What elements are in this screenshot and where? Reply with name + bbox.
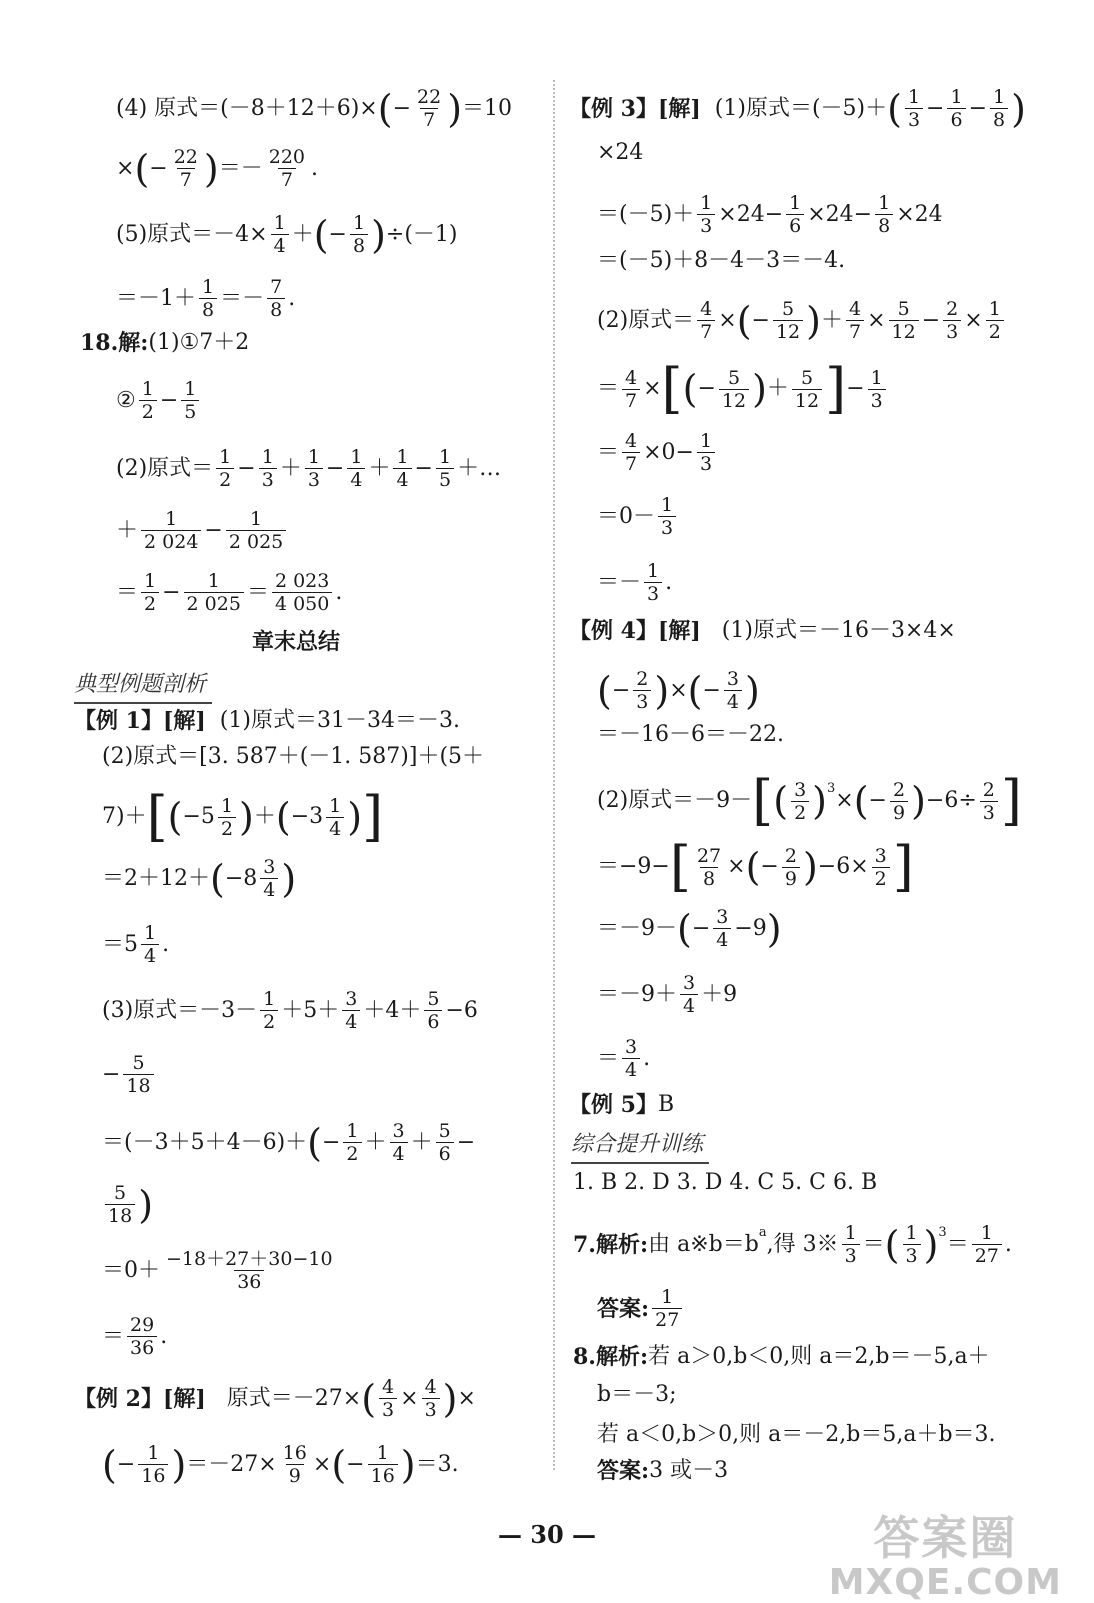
paren: ( — [134, 146, 150, 191]
text: (4) 原式＝(－8＋12＋6)× — [116, 95, 378, 121]
paren: ) — [138, 1182, 154, 1227]
text: ＝－1＋ — [116, 285, 196, 311]
text: ,得 3※ — [766, 1231, 839, 1257]
paren: ( — [167, 795, 183, 839]
paren: ) — [802, 845, 818, 889]
paren: ( — [773, 779, 789, 823]
text: 答案: — [597, 1458, 650, 1484]
text: ＝3. — [415, 1451, 459, 1477]
exponent: 3 — [827, 781, 836, 796]
section-training — [571, 1130, 709, 1164]
fraction: $\frac{4}{3}$ — [379, 1376, 397, 1421]
text: B — [657, 1092, 675, 1117]
paren: ) — [911, 779, 926, 823]
text: (2)原式＝ — [597, 307, 695, 333]
paren: ( — [313, 212, 329, 257]
ex1-3f: ＝ $\frac{29}{36}$ . — [102, 1314, 168, 1359]
ex3-2d — [597, 494, 679, 539]
answers-1-6: 1. B 2. D 3. D 4. C 5. C 6. B — [573, 1170, 878, 1195]
paren: ( — [687, 668, 703, 713]
text: ＝0－ — [597, 503, 655, 529]
paren: ) — [654, 668, 670, 713]
paren: ) — [171, 1442, 187, 1487]
ex1-3e — [102, 1248, 339, 1293]
line-4b: × ( − $\frac{22}{7}$ ) ＝－ $\frac{220}{7}$ . — [116, 146, 318, 191]
ex1-2a: (2)原式＝[3. 587＋(－1. 587)]＋(5＋ — [102, 744, 485, 769]
fraction: $\frac{1}{27}$ — [972, 1222, 1002, 1267]
fraction: $\frac{1}{4}$ — [326, 795, 344, 840]
column-divider — [553, 80, 555, 1470]
ex3-2b: ＝ $\frac{4}{7}$ × [ ( − $\frac{5}{12}$ ) ＋ $\frac{5}{12}$ ] − $\frac{1}{3}$ — [597, 362, 889, 416]
text: ＝5 — [102, 931, 138, 957]
ex1-3a: (3)原式＝－3－ $\frac{1}{2}$ ＋5＋ $\frac{3}{4}$ ＋4＋ $\frac{5}{6}$ −6 — [102, 988, 478, 1033]
q7-line: 7.解析: 由 a※b＝b a ,得 3※ $\frac{1}{3}$ ＝ ( $\frac{1}{3}$ ) 3 ＝ $\frac{1}{27}$ . — [573, 1222, 1012, 1267]
fraction: $\frac{4}{7}$ — [622, 367, 640, 412]
paren: ( — [853, 779, 869, 823]
fraction: $\frac{5}{12}$ — [792, 367, 822, 412]
paren: ( — [682, 367, 698, 411]
fraction: $\frac{1}{2}$ — [216, 446, 234, 491]
fraction: $\frac{1}{5}$ — [181, 378, 199, 423]
text: ＝－27× — [186, 1451, 277, 1477]
ex1-3b: − $\frac{5}{18}$ — [102, 1052, 157, 1097]
paren: ) — [806, 298, 821, 343]
paren: ) — [752, 367, 767, 411]
watermark — [829, 1502, 1062, 1603]
bracket: ] — [362, 785, 384, 848]
paren: ) — [1011, 86, 1026, 131]
fraction: $\frac{2}{3}$ — [943, 298, 961, 343]
fraction: $\frac{16}{9}$ — [282, 1442, 307, 1487]
fraction: $\frac{5}{6}$ — [436, 1120, 454, 1165]
fraction: $\frac{1}{2 024}$ — [141, 508, 201, 553]
text: ＋9 — [701, 981, 738, 1007]
paren: ) — [203, 146, 219, 191]
paren: ( — [275, 795, 291, 839]
fraction: $\frac{5}{12}$ — [719, 367, 749, 412]
q18-head — [80, 328, 249, 358]
fraction: $\frac{22}{7}$ — [417, 86, 442, 131]
ex1-2c: ＝2＋12＋ ( −8 $\frac{3}{4}$ ) — [102, 856, 297, 901]
fraction: $\frac{2}{3}$ — [633, 668, 651, 713]
text: ＝－ — [220, 285, 265, 311]
page-number-value: 30 — [530, 1520, 564, 1549]
fraction: $\frac{1}{8}$ — [990, 86, 1008, 131]
fraction: $\frac{5}{6}$ — [424, 988, 442, 1033]
text: (1)原式＝－16－3×4× — [721, 618, 956, 643]
ex1-3d — [102, 1182, 153, 1227]
fraction: $\frac{1}{2 025}$ — [226, 508, 286, 553]
line-5b: ＝－1＋ $\frac{1}{8}$ ＝－ $\frac{7}{8}$ . — [116, 276, 296, 321]
fraction: $\frac{1}{2}$ — [343, 1120, 361, 1165]
ex2-2: ( − $\frac{1}{16}$ ) ＝－27× $\frac{16}{9}$ × ( − $\frac{1}{16}$ ) ＝3. — [102, 1442, 459, 1487]
text: 7.解析: — [573, 1231, 649, 1258]
fraction: $\frac{1}{3}$ — [259, 446, 277, 491]
q18-3: (2)原式＝ $\frac{1}{2}$ − $\frac{1}{3}$ ＋ $\frac{1}{3}$ − $\frac{1}{4}$ ＋ $\frac{1}{4}$ − $\frac{1}{5}$ ＋… — [116, 446, 502, 491]
paren: ) — [447, 86, 463, 131]
fraction: $\frac{1}{3}$ — [305, 446, 323, 491]
fraction: $\frac{3}{4}$ — [260, 856, 278, 901]
fraction: $\frac{4}{7}$ — [846, 298, 864, 343]
fraction: $\frac{1}{6}$ — [947, 86, 965, 131]
ex4-2d — [597, 972, 737, 1017]
ex3-2c: ＝ $\frac{4}{7}$ ×0− $\frac{1}{3}$ — [597, 430, 718, 475]
text: 【例 2】[解] — [74, 1385, 206, 1412]
paren: ) — [923, 1222, 939, 1267]
fraction: $\frac{5}{12}$ — [889, 298, 919, 343]
text: (3)原式＝－3－ — [102, 997, 258, 1023]
text: (2)原式＝－9－ — [597, 788, 753, 813]
bracket: [ — [661, 357, 683, 420]
fraction: $\frac{4}{7}$ — [622, 430, 640, 475]
bracket: [ — [752, 769, 774, 832]
text: ÷(－1) — [385, 221, 458, 247]
fraction: $\frac{3}{2}$ — [872, 845, 890, 890]
fraction: $\frac{3}{4}$ — [622, 1036, 640, 1081]
fraction: $\frac{1}{6}$ — [786, 192, 804, 237]
fraction: $\frac{1}{2}$ — [260, 988, 278, 1033]
text: ＝0＋ — [102, 1257, 160, 1283]
fraction: $\frac{7}{8}$ — [267, 276, 285, 321]
text: ＝－9－ — [597, 915, 677, 941]
fraction: $\frac{2}{3}$ — [980, 779, 998, 824]
text: 原式＝－27× — [226, 1385, 362, 1411]
paren: ( — [745, 845, 761, 889]
fraction: $\frac{1}{8}$ — [875, 192, 893, 237]
text: 【例 5】 — [569, 1092, 658, 1118]
fraction: $\frac{1}{3}$ — [903, 1222, 921, 1267]
section-heading: 典型例题剖析 — [74, 670, 212, 704]
fraction: $\frac{1}{3}$ — [905, 86, 923, 131]
fraction: $\frac{1}{16}$ — [138, 1442, 168, 1487]
fraction: $\frac{3}{4}$ — [390, 1120, 408, 1165]
text: (1)原式＝31－34＝－3. — [219, 708, 460, 733]
fraction: $\frac{1}{2}$ — [218, 795, 236, 840]
text: 18.解: — [80, 330, 149, 356]
ex3-1b: ×24 — [597, 140, 644, 165]
q18-4: ＋ $\frac{1}{2 024}$ − $\frac{1}{2 025}$ — [116, 508, 289, 553]
fraction: $\frac{1}{2}$ — [986, 298, 1004, 343]
fraction: $\frac{1}{4}$ — [141, 922, 159, 967]
paren: ) — [371, 212, 386, 257]
text: 由 a※b＝b — [648, 1231, 759, 1257]
fraction: $\frac{1}{4}$ — [347, 446, 365, 491]
fraction: $\frac{3}{2}$ — [791, 779, 809, 824]
fraction: $\frac{3}{4}$ — [724, 668, 742, 713]
bracket: [ — [146, 785, 168, 848]
fraction: $\frac{3}{4}$ — [713, 906, 731, 951]
text: ② — [116, 387, 136, 413]
fraction: $\frac{1}{2}$ — [139, 378, 157, 423]
text: 3 或－3 — [649, 1458, 729, 1483]
paren: ( — [677, 906, 692, 951]
text: ＝2＋12＋ — [102, 865, 210, 891]
fraction: $\frac{1}{27}$ — [652, 1286, 682, 1331]
ex1-2d: ＝5 $\frac{1}{4}$ . — [102, 922, 170, 967]
fraction: $\frac{1}{3}$ — [697, 192, 715, 237]
text: × — [116, 155, 135, 181]
paren: ) — [281, 856, 297, 901]
q8-answer — [597, 1456, 728, 1486]
bracket: ] — [892, 835, 914, 898]
exponent: a — [758, 1224, 767, 1240]
fraction: $\frac{4}{7}$ — [697, 298, 715, 343]
ex4-2c: ＝－9－ ( − $\frac{3}{4}$ −9 ) — [597, 906, 782, 951]
fraction: $\frac{1}{8}$ — [350, 212, 368, 257]
paren: ) — [239, 795, 254, 839]
fraction: $\frac{2}{9}$ — [782, 845, 800, 890]
fraction: $\frac{1}{5}$ — [436, 446, 454, 491]
ex4-2b: ＝−9− [ $\frac{27}{8}$ × ( − $\frac{2}{9}$ ) −6× $\frac{3}{2}$ ] — [597, 835, 914, 898]
q7-answer — [597, 1286, 685, 1331]
fraction: $\frac{1}{3}$ — [868, 367, 886, 412]
paren: ( — [377, 86, 393, 131]
fraction: $\frac{2 023}{4 050}$ — [272, 570, 332, 615]
paren: ( — [736, 298, 752, 343]
text: 【例 1】[解] — [74, 708, 206, 734]
ex3-1d: ＝(－5)＋8－4－3＝－4. — [597, 248, 846, 273]
page-number: — 30 — — [497, 1520, 597, 1549]
fraction: $\frac{1}{4}$ — [393, 446, 411, 491]
ex4-1b: ( − $\frac{2}{3}$ ) × ( − $\frac{3}{4}$ ) — [597, 668, 760, 713]
text: 答案: — [597, 1295, 650, 1322]
fraction: $\frac{27}{8}$ — [696, 844, 722, 890]
paren: ( — [597, 668, 612, 713]
fraction: $\frac{1}{8}$ — [199, 276, 217, 321]
ex1-2b: 7)＋ [ ( −5 $\frac{1}{2}$ ) ＋ ( −3 $\frac{1}{4}$ ) ] — [102, 785, 384, 848]
fraction: $\frac{1}{3}$ — [697, 430, 715, 475]
line-4a: (4) 原式＝(－8＋12＋6)× ( − $\frac{22}{7}$ ) ＝10 — [116, 86, 513, 131]
paren: ( — [887, 86, 902, 131]
ex3-head: 【例 3】[解] (1)原式＝(－5)＋ ( $\frac{1}{3}$ − $\frac{1}{6}$ − $\frac{1}{8}$ ) — [569, 86, 1026, 131]
ex4-1c: ＝－16－6＝－22. — [597, 722, 784, 747]
ex4-2a: (2)原式＝－9－ [ ( $\frac{3}{2}$ ) 3 × ( − $\frac{2}{9}$ ) −6÷ $\frac{2}{3}$ ] — [597, 769, 1022, 832]
text: 【例 4】[解] — [569, 618, 701, 644]
text: 【例 3】[解] — [569, 95, 701, 122]
text: ＝－9＋ — [597, 981, 677, 1007]
fraction: $\frac{5}{12}$ — [773, 298, 803, 343]
paren: ) — [744, 668, 760, 713]
line-5a: (5)原式＝－4× $\frac{1}{4}$ ＋ ( − $\frac{1}{8}$ ) ÷(－1) — [116, 212, 458, 257]
watermark-url: MXQE.COM — [828, 1562, 1062, 1603]
paren: ( — [884, 1222, 900, 1267]
ex1-head — [74, 706, 460, 736]
q18-2: ② $\frac{1}{2}$ − $\frac{1}{5}$ — [116, 378, 202, 423]
ex3-2e: ＝－ $\frac{1}{3}$ . — [597, 560, 673, 605]
bracket: ] — [825, 357, 847, 420]
chapter-title: 章末总结 — [252, 630, 341, 655]
fraction: $\frac{1}{16}$ — [368, 1442, 398, 1487]
text: (1)原式＝(－5)＋ — [714, 95, 888, 121]
fraction: $\frac{29}{36}$ — [127, 1314, 157, 1359]
text: (5)原式＝－4× — [116, 221, 268, 247]
paren: ) — [812, 779, 827, 823]
text: 8.解析: — [573, 1344, 649, 1370]
ex5-line — [569, 1090, 674, 1120]
watermark-logo: 答案圈 — [873, 1511, 1018, 1565]
text: 若 a＞0,b＜0,则 a＝2,b＝－5,a＋ — [648, 1344, 990, 1369]
section-typical — [74, 670, 212, 704]
fraction: $\frac{1}{3}$ — [644, 560, 662, 605]
text: ＝(－3＋5＋4－6)＋ — [102, 1129, 308, 1155]
text: (1)①7＋2 — [148, 330, 250, 355]
fraction: $\frac{1}{4}$ — [271, 212, 289, 257]
text: 7)＋ — [102, 804, 147, 829]
text: ＝－ — [597, 569, 642, 595]
bracket: ] — [1000, 769, 1022, 832]
paren: ) — [347, 795, 363, 839]
paren: ( — [361, 1376, 377, 1421]
paren: ) — [766, 906, 782, 951]
fraction: $\frac{2}{9}$ — [890, 779, 908, 824]
fraction: $\frac{1}{3}$ — [842, 1222, 860, 1267]
ex3-2a: (2)原式＝ $\frac{4}{7}$ × ( − $\frac{5}{12}$ ) ＋ $\frac{4}{7}$ × $\frac{5}{12}$ − $\frac{2}{3}$ × $\frac{1}{2}$ — [597, 298, 1007, 343]
fraction: $\frac{5}{18}$ — [105, 1182, 135, 1227]
text: ＝(－5)＋ — [597, 201, 695, 227]
ex3-1c: ＝(－5)＋ $\frac{1}{3}$ ×24− $\frac{1}{6}$ ×24− $\frac{1}{8}$ ×24 — [597, 192, 943, 237]
text: ＝－ — [218, 155, 263, 181]
fraction: $\frac{4}{3}$ — [422, 1376, 440, 1421]
fraction: $\frac{220}{7}$ — [268, 146, 305, 191]
exponent: 3 — [938, 1224, 947, 1240]
fraction: $\frac{22}{7}$ — [173, 146, 198, 191]
bracket: [ — [669, 835, 691, 898]
fraction: $\frac{5}{18}$ — [123, 1052, 153, 1097]
q8-line — [573, 1342, 990, 1372]
text: (2)原式＝ — [116, 455, 214, 481]
section-heading: 综合提升训练 — [571, 1130, 709, 1164]
ex4-2e: ＝ $\frac{3}{4}$ . — [597, 1036, 651, 1081]
fraction: $\frac{3}{4}$ — [342, 988, 360, 1033]
paren: ) — [442, 1376, 458, 1421]
paren: ( — [307, 1120, 322, 1165]
paren: ) — [400, 1442, 416, 1487]
ex2-head: 【例 2】[解] 原式＝－27× ( $\frac{4}{3}$ × $\frac{4}{3}$ ) × — [74, 1376, 476, 1421]
paren: ( — [102, 1442, 117, 1487]
fraction: $\frac{3}{4}$ — [680, 972, 698, 1017]
q18-5: ＝ $\frac{1}{2}$ − $\frac{1}{2 025}$ ＝ $\frac{2 023}{4 050}$ . — [116, 570, 343, 615]
fraction: $\frac{1}{3}$ — [658, 494, 676, 539]
fraction: $\frac{-18+27+30-10}{36}$ — [166, 1248, 333, 1293]
ex1-3c: ＝(－3＋5＋4－6)＋ ( − $\frac{1}{2}$ ＋ $\frac{3}{4}$ ＋ $\frac{5}{6}$ − — [102, 1120, 476, 1165]
q8-line3: 若 a＜0,b＞0,则 a＝－2,b＝5,a＋b＝3. — [597, 1422, 996, 1447]
fraction: $\frac{1}{2 025}$ — [184, 570, 244, 615]
fraction: $\frac{1}{2}$ — [141, 570, 159, 615]
paren: ( — [210, 856, 225, 901]
ex4-head — [569, 616, 956, 646]
paren: ( — [331, 1442, 347, 1487]
text: ＝10 — [462, 95, 513, 121]
text: ＋… — [457, 455, 502, 481]
q8-line2: b＝－3; — [597, 1382, 677, 1407]
